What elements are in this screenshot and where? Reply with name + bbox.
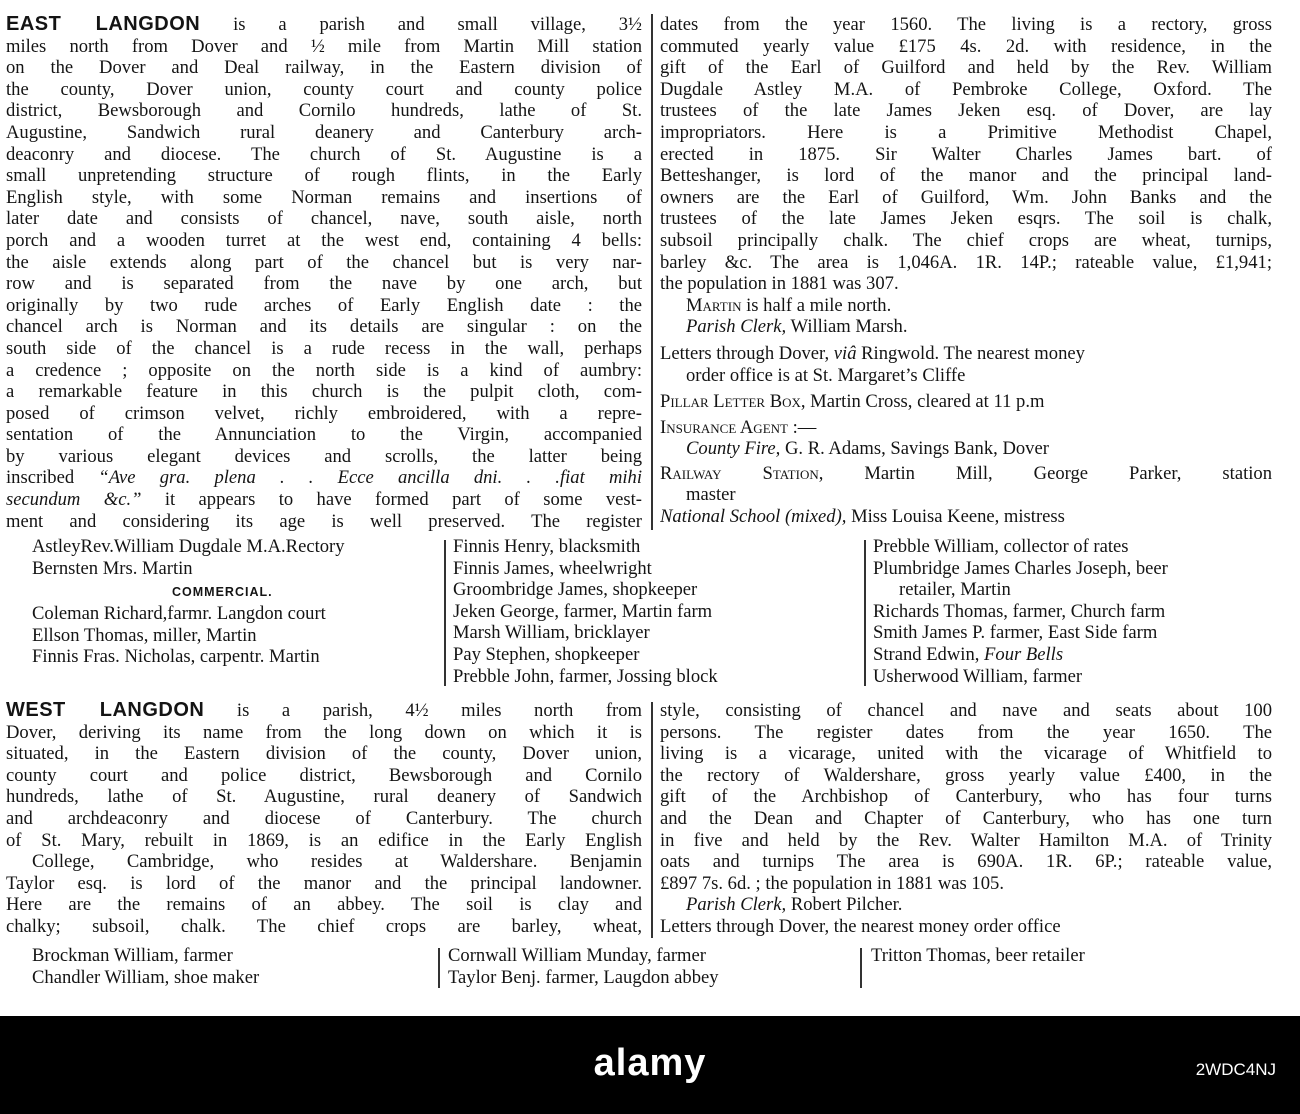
letters-east: Letters through Dover, viâ Ringwold. The nearest money <box>660 342 1085 364</box>
east-directory-col-2 <box>453 536 858 687</box>
column-divider <box>651 14 653 530</box>
directory-entry: Pay Stephen, shopkeeper <box>453 643 640 665</box>
directory-entry: Cornwall William Munday, farmer <box>448 945 706 966</box>
parish-clerk-west: Parish Clerk, Robert Pilcher. <box>686 894 903 916</box>
directory-divider <box>444 540 446 686</box>
east-langdon-heading: EAST LANGDON <box>6 14 201 35</box>
directory-entry: Brockman William, farmer <box>32 945 233 966</box>
national-school: National School (mixed), Miss Louisa Keene, mistress <box>660 506 1065 528</box>
directory-entry: Prebble John, farmer, Jossing block <box>453 665 718 687</box>
railway-station: Railway Station, Martin Mill, George Parker, station <box>660 462 1272 484</box>
directory-entry: Jeken George, farmer, Martin farm <box>453 600 713 622</box>
directory-entry: Richards Thomas, farmer, Church farm <box>873 600 1166 622</box>
west-directory-col-1 <box>32 945 432 988</box>
directory-entry: Finnis Fras. Nicholas, carpentr. Martin <box>32 646 320 668</box>
directory-entry: Strand Edwin, Four Bells <box>873 643 1064 665</box>
pillar-letter-box: Pillar Letter Box, Martin Cross, cleared at 11 p.m <box>660 391 1045 413</box>
directory-entry: Chandler William, shoe maker <box>32 966 260 988</box>
east-directory-col-3 <box>873 536 1293 687</box>
directory-entry: Groombridge James, shopkeeper <box>453 579 698 601</box>
column-divider <box>651 702 653 938</box>
alamy-logo: alamy <box>593 1042 707 1084</box>
directory-entry: Usherwood William, farmer <box>873 665 1083 687</box>
west-langdon-heading: WEST LANGDON <box>6 700 205 721</box>
east-langdon-description-right: dates from the year 1560. The living is a rectory, gross commuted yearly value £175 4s. 2d. with residence, in the gift of the Earl of Guilford and held by the Rev. William Dugdale Astley M.A. of Pembroke College, Oxford. The trustees of the late James Jeken esq. of Dover, are lay impropriators. Here is a Primitive Methodist Chapel, erected in 1875. Sir Walter Charles James bart. of Betteshanger, is lord of the manor and the principal land- owners are the Earl of Guilford, Wm. John Banks and the trustees of the late James Jeken esqrs. The soil is chalk, subsoil principally chalk. The chief crops are wheat, turnips, barley &c. The area is 1,046A. 1R. 14P.; rateable value, £1,941; the population in 1881 was 307. Martin is half a mile north. Parish Clerk, William Marsh. Letters through Dover, viâ Ringwold. The nearest money order office is at St. Margaret’s Cliffe Pillar Letter Box, Martin Cross, cleared at 11 p.m Insurance Agent :— County Fire, G. R. Adams, Savings Bank, Dover Railway Station, Martin Mill, George Parker, station master National School (mixed), Miss Louisa Keene, mistress <box>660 14 1272 528</box>
directory-entry: retailer, Martin <box>899 579 1011 601</box>
inscription-text: “Ave gra. plena . . Ecce ancilla dni. . .fiat mihi <box>98 467 642 489</box>
directory-divider <box>438 948 440 988</box>
directory-entry: Plumbridge James Charles Joseph, beer <box>873 557 1168 579</box>
stock-id: 2WDC4NJ <box>1195 1060 1276 1079</box>
west-directory-col-2 <box>448 945 853 988</box>
east-directory-col-1 <box>32 536 442 668</box>
directory-entry: Coleman Richard,farmr. Langdon court <box>32 603 326 625</box>
west-langdon-description-right: style, consisting of chancel and nave and seats about 100 persons. The register dates from the year 1650. The living is a vicarage, united with the vicarage of Whitfield to the rectory of Waldershare, gross yearly value £400, in the gift of the Archbishop of Canterbury, who has four turns and the Dean and Chapter of Canterbury, who has one turn in five and held by the Rev. Walter Hamilton M.A. of Trinity oats and turnips The area is 690A. 1R. 6P.; rateable value, £897 7s. 6d. ; the population in 1881 was 105. Parish Clerk, Robert Pilcher. Letters through Dover, the nearest money order office <box>660 700 1272 937</box>
directory-entry: Tritton Thomas, beer retailer <box>871 945 1085 966</box>
martin-note: Martin is half a mile north. <box>686 294 892 316</box>
commercial-heading: COMMERCIAL. <box>172 585 273 600</box>
directory-divider <box>860 948 862 988</box>
east-langdon-description-left: EAST LANGDON is a parish and small village, 3½ miles north from Dover and ½ mile from Martin Mill station on the Dover and Deal railway, in the Eastern division of the county, Dover union, county court and county police district, Bewsborough and Cornilo hundreds, lathe of St. Augustine, Sandwich rural deanery and Canterbury arch- deaconry and diocese. The church of St. Augustine is a small unpretending structure of rough flints, in the Early English style, with some Norman remains and insertions of later date and consists of chancel, nave, south aisle, north porch and a wooden turret at the west end, containing 4 bells: the aisle extends along part of the chancel but is very nar- row and is separated from the nave by one arch, but originally by two rude arches of Early English date : the chancel arch is Norman and its details are singular : on the south side of the chancel is a rude recess in the wall, perhaps a credence ; opposite on the north side is a kind of aumbry: a remarkable feature in this church is the pulpit cloth, com- posed of crimson velvet, richly embroidered, with a repre- sentation of the Annunciation to the Virgin, accompanied by various elegant devices and scrolls, the latter being inscribed “Ave gra. plena . . Ecce ancilla dni. . .fiat mihi secundum &c.” it appears to have formed part of some vest- ment and considering its age is well preserved. The register <box>6 14 642 532</box>
directory-entry: Marsh William, bricklayer <box>453 622 650 644</box>
letters-west: Letters through Dover, the nearest money order office <box>660 915 1061 937</box>
directory-entry: Ellson Thomas, miller, Martin <box>32 624 257 646</box>
west-langdon-description-left: WEST LANGDON is a parish, 4½ miles north from Dover, deriving its name from the long down on which it is situated, in the Eastern division of the county, Dover union, county court and police district, Bewsborough and Cornilo hundreds, lathe of St. Augustine, rural deanery of Sandwich and archdeaconry and diocese of Canterbury. The church of St. Mary, rebuilt in 1869, is an edifice in the Early English College, Cambridge, who resides at Waldershare. Benjamin Taylor esq. is lord of the manor and the principal landowner. Here are the remains of an abbey. The soil is clay and chalky; subsoil, chalk. The chief crops are barley, wheat, <box>6 700 642 937</box>
directory-entry: Smith James P. farmer, East Side farm <box>873 622 1158 644</box>
directory-entry: Finnis James, wheelwright <box>453 557 652 579</box>
directory-entry: Bernsten Mrs. Martin <box>32 557 193 579</box>
parish-clerk-east: Parish Clerk, William Marsh. <box>686 316 908 338</box>
directory-entry: Prebble William, collector of rates <box>873 536 1129 557</box>
directory-entry: Taylor Benj. farmer, Laugdon abbey <box>448 966 719 988</box>
insurance-agent: Insurance Agent :— <box>660 416 817 438</box>
directory-divider <box>864 540 866 686</box>
directory-entry: Finnis Henry, blacksmith <box>453 536 641 557</box>
directory-entry: AstleyRev.William Dugdale M.A.Rectory <box>32 536 345 557</box>
west-directory-col-3 <box>871 945 1291 967</box>
